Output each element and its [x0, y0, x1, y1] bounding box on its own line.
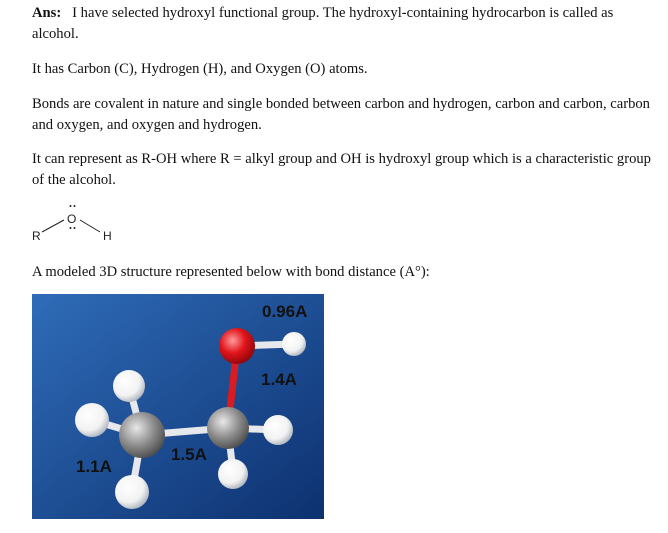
hydrogen-atom-c2-right	[263, 415, 293, 445]
carbon-atom-1	[119, 412, 165, 458]
oxygen-atom	[219, 328, 255, 364]
answer-intro-text: I have selected hydroxyl functional group. The hydroxyl-containing hydrocarbon is called as alcohol.	[32, 5, 614, 42]
ethanol-3d-model	[32, 294, 324, 519]
r-o-bond	[42, 220, 64, 232]
atoms-paragraph: It has Carbon (C), Hydrogen (H), and Oxygen (O) atoms.	[32, 61, 368, 77]
oh-bond-distance-label: 0.96A	[262, 302, 308, 321]
o-atom-label: O	[67, 212, 77, 226]
h-atom-label: H	[103, 229, 112, 243]
lone-pair-bottom	[70, 227, 76, 229]
carbon-atom-2	[207, 407, 249, 449]
representation-paragraph: It can represent as R-OH where R = alkyl group and OH is hydroxyl group which is a characteristic group of the alcohol.	[32, 151, 651, 188]
hydrogen-atom-hydroxyl	[282, 332, 306, 356]
hydrogen-atom-c1-left	[75, 403, 109, 437]
co-bond-distance-label: 1.4A	[261, 370, 297, 389]
r-atom-label: R	[32, 229, 41, 243]
bonds-paragraph: Bonds are covalent in nature and single bonded between carbon and hydrogen, carbon and carbon, carbon and oxygen, and oxygen and hydrogen.	[32, 96, 650, 133]
hydrogen-atom-c2-bottom	[218, 459, 248, 489]
ch-bond-distance-label: 1.1A	[76, 457, 112, 476]
hydrogen-atom-c1-top	[113, 370, 145, 402]
model-caption: A modeled 3D structure represented below with bond distance (A°):	[32, 264, 430, 280]
model-background	[32, 294, 324, 519]
cc-bond-distance-label: 1.5A	[171, 445, 207, 464]
answer-intro-paragraph	[32, 3, 662, 45]
lone-pair-top	[70, 205, 76, 207]
skeletal-formula-diagram	[28, 198, 128, 248]
hydrogen-atom-c1-bottom	[115, 475, 149, 509]
o-h-bond	[80, 220, 100, 232]
answer-label: Ans:	[32, 5, 62, 21]
